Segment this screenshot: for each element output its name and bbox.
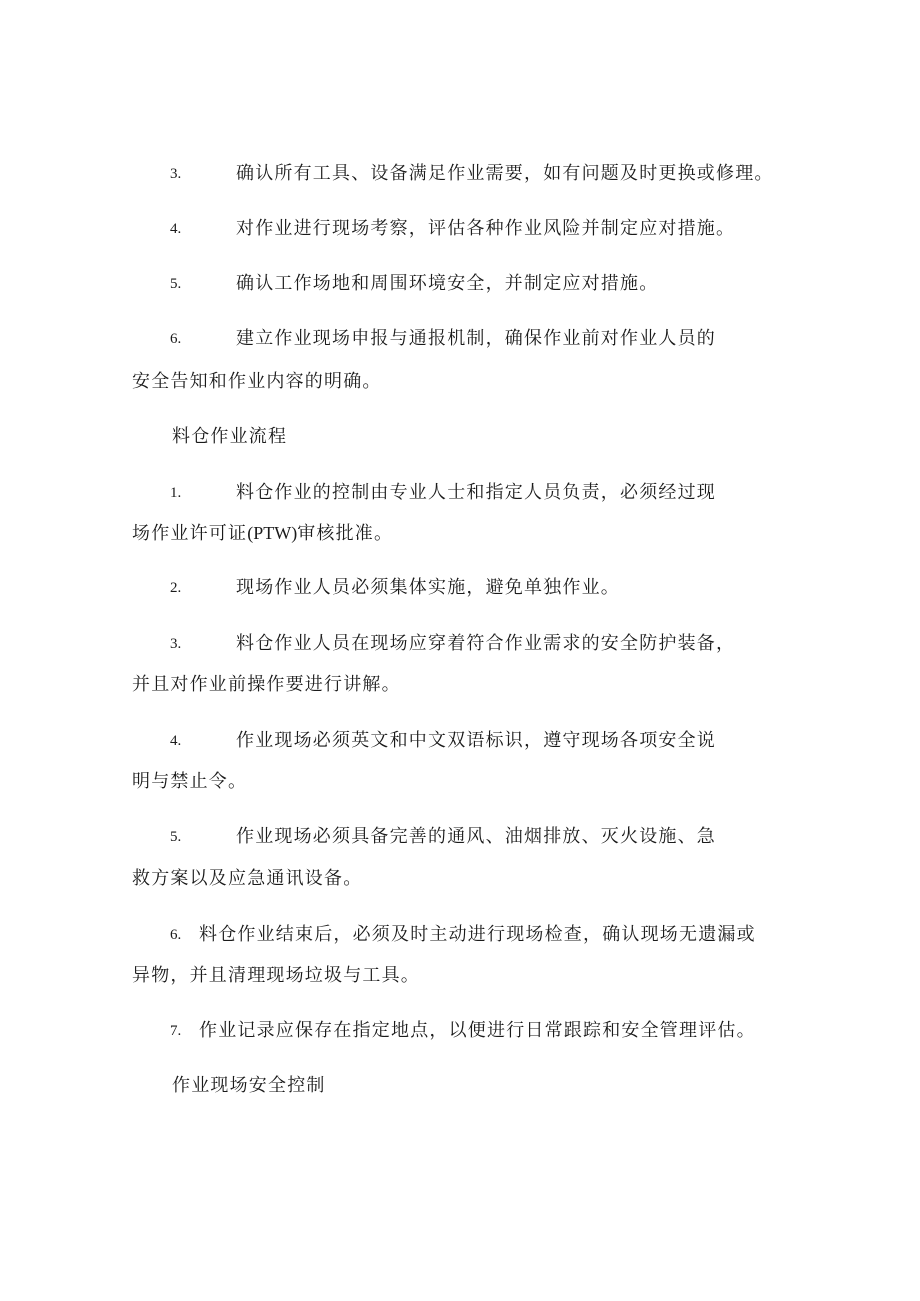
ptw-abbreviation: (PTW) (247, 523, 298, 543)
item-number: 1. (170, 485, 182, 501)
text-segment: 审核批准。 (297, 523, 394, 544)
item-text-continuation: 明与禁止令。 (132, 771, 248, 792)
section-heading: 料仓作业流程 (172, 426, 288, 447)
item-text: 作业记录应保存在指定地点，以便进行日常跟踪和安全管理评估。 (199, 1020, 756, 1041)
item-number: 3. (170, 166, 182, 182)
item-number: 2. (170, 580, 182, 596)
item-text: 作业现场必须英文和中文双语标识，遵守现场各项安全说 (236, 730, 716, 751)
section-heading: 作业现场安全控制 (172, 1075, 326, 1096)
item-text-continuation: 并且对作业前操作要进行讲解。 (132, 674, 401, 695)
item-text: 作业现场必须具备完善的通风、油烟排放、灭火设施、急 (236, 826, 716, 847)
item-number: 5. (170, 829, 182, 845)
item-text-continuation: 异物，并且清理现场垃圾与工具。 (132, 965, 420, 986)
item-text: 料仓作业结束后，必须及时主动进行现场检查，确认现场无遗漏或 (199, 924, 756, 945)
item-text: 建立作业现场申报与通报机制，确保作业前对作业人员的 (236, 328, 716, 349)
item-number: 4. (170, 221, 182, 237)
item-text: 确认所有工具、设备满足作业需要，如有问题及时更换或修理。 (236, 163, 774, 184)
item-number: 5. (170, 276, 182, 292)
item-number: 6. (170, 331, 182, 347)
item-text: 对作业进行现场考察，评估各种作业风险并制定应对措施。 (236, 218, 736, 239)
item-text: 料仓作业人员在现场应穿着符合作业需求的安全防护装备， (236, 633, 736, 654)
text-segment: 场作业许可证 (132, 523, 248, 544)
item-text-continuation (132, 519, 393, 547)
item-text: 现场作业人员必须集体实施，避免单独作业。 (236, 577, 620, 598)
item-text: 料仓作业的控制由专业人士和指定人员负责，必须经过现 (236, 482, 716, 503)
item-number: 3. (170, 636, 182, 652)
item-number: 7. (170, 1023, 182, 1039)
item-text-continuation: 救方案以及应急通讯设备。 (132, 868, 363, 889)
item-text: 确认工作场地和周围环境安全，并制定应对措施。 (236, 273, 659, 294)
item-number: 4. (170, 733, 182, 749)
item-number: 6. (170, 927, 182, 943)
item-text-continuation: 安全告知和作业内容的明确。 (132, 371, 382, 392)
